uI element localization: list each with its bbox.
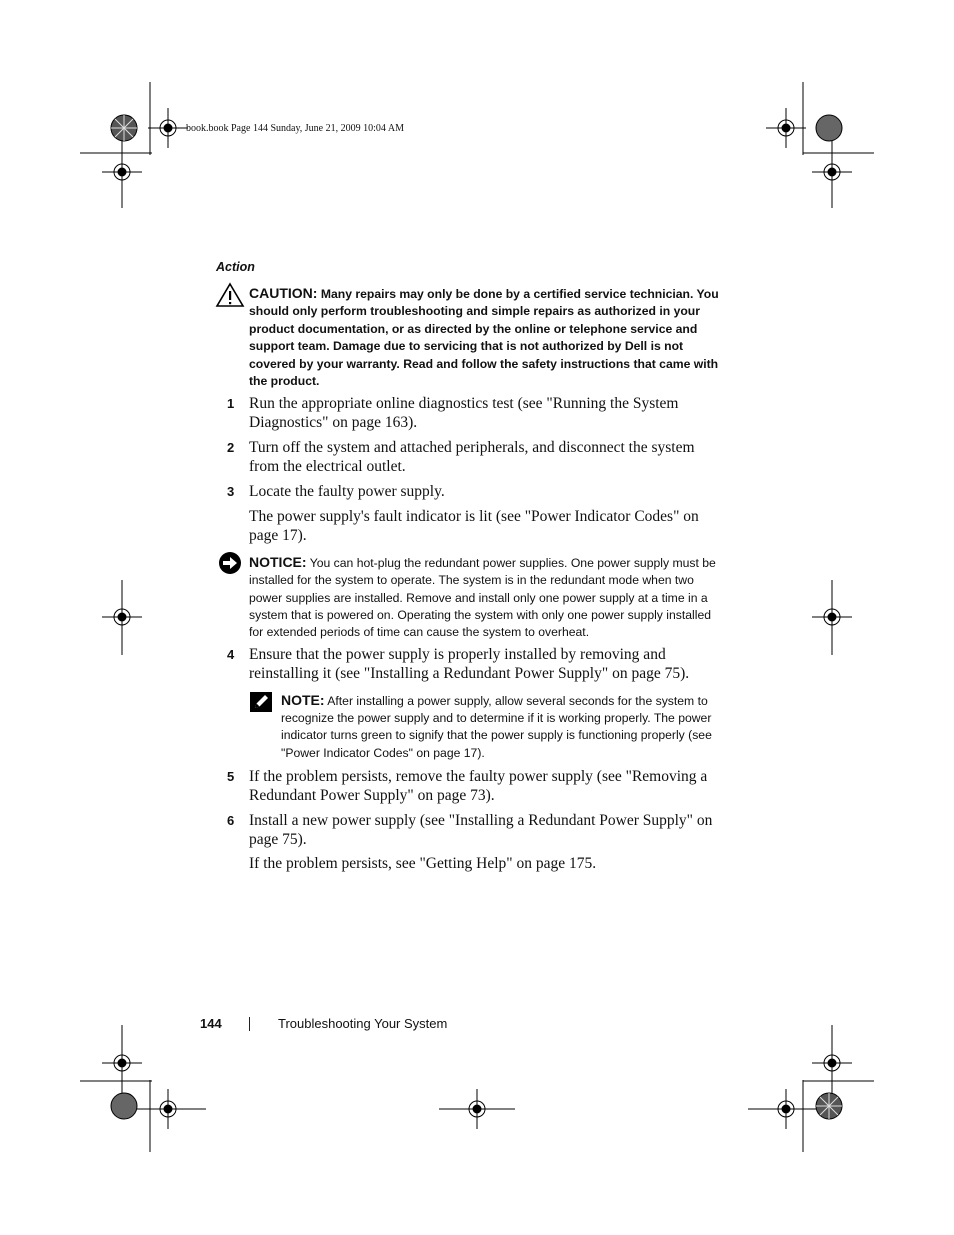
- notice-text: You can hot-plug the redundant power supplies. One power supply must be installed for the system to operate. The system is in the redundant mode when two power supplies are installed. Remove and install only one power supply at a time in a system that is powered on. Operating the system with only one power supply installed for extended periods of time can cause the system to overheat.: [249, 556, 716, 640]
- step-text: Ensure that the power supply is properly installed by removing and reinstalling it (see "Installing a Redundant Power Supply" on page 75).: [249, 646, 690, 682]
- page-number: 144: [200, 1016, 222, 1031]
- registration-mark-icon: [439, 1089, 515, 1129]
- section-heading: Action: [216, 260, 255, 274]
- step-text: Locate the faulty power supply.: [249, 483, 445, 500]
- notice-block: [249, 554, 719, 641]
- note-label: NOTE:: [281, 692, 325, 708]
- registration-mark-icon: [130, 1089, 206, 1129]
- warning-triangle-icon: [216, 283, 244, 307]
- step-text: If the problem persists, remove the faulty power supply (see "Removing a Redundant Power Supply" on page 73).: [249, 768, 708, 804]
- registration-mark-icon: [766, 108, 806, 148]
- registration-mark-icon: [812, 152, 852, 192]
- footer-section-title: Troubleshooting Your System: [278, 1016, 448, 1031]
- registration-mark-icon: [748, 1089, 824, 1129]
- notice-label: NOTICE:: [249, 554, 307, 570]
- step-number: 5: [227, 769, 235, 784]
- print-color-wheel-icon: [815, 1092, 843, 1120]
- caution-block: [249, 285, 719, 390]
- print-color-wheel-icon: [110, 114, 138, 142]
- notice-hand-icon: [218, 551, 242, 575]
- print-slug: book.book Page 144 Sunday, June 21, 2009 10:04 AM: [186, 123, 404, 134]
- step-text: Turn off the system and attached peripherals, and disconnect the system from the electrical outlet.: [249, 439, 695, 475]
- note-text: After installing a power supply, allow several seconds for the system to recognize the power supply and to determine if it is working properly. The power indicator turns green to signify that the power supply is functioning properly (see "Power Indicator Codes" on page 17).: [281, 694, 712, 760]
- print-color-wheel-icon: [110, 1092, 138, 1120]
- step-number: 4: [227, 647, 235, 662]
- step-text: Install a new power supply (see "Installing a Redundant Power Supply" on page 75).: [249, 812, 713, 848]
- registration-mark-icon: [812, 597, 852, 637]
- step-number: 1: [227, 396, 235, 411]
- step-text: Run the appropriate online diagnostics test (see "Running the System Diagnostics" on page 163).: [249, 395, 679, 431]
- registration-mark-icon: [102, 1043, 142, 1083]
- step-followup-text: The power supply's fault indicator is lit (see "Power Indicator Codes" on page 17).: [249, 508, 699, 544]
- step-number: 3: [227, 484, 235, 499]
- note-block: [281, 692, 721, 762]
- registration-mark-icon: [102, 152, 142, 192]
- registration-mark-icon: [148, 108, 188, 148]
- print-color-wheel-icon: [815, 114, 843, 142]
- registration-mark-icon: [102, 597, 142, 637]
- step-followup-text: If the problem persists, see "Getting Help" on page 175.: [249, 855, 597, 872]
- note-pencil-icon: [250, 692, 272, 712]
- step-number: 6: [227, 813, 235, 828]
- step-number: 2: [227, 440, 235, 455]
- caution-text: Many repairs may only be done by a certified service technician. You should only perform troubleshooting and simple repairs as authorized in your product documentation, or as directed by the online or telephone service and support team. Damage due to servicing that is not authorized by Dell is not covered by your warranty. Read and follow the safety instructions that came with the product.: [249, 287, 719, 389]
- caution-label: CAUTION:: [249, 285, 318, 301]
- footer-divider: [249, 1017, 250, 1031]
- registration-mark-icon: [812, 1043, 852, 1083]
